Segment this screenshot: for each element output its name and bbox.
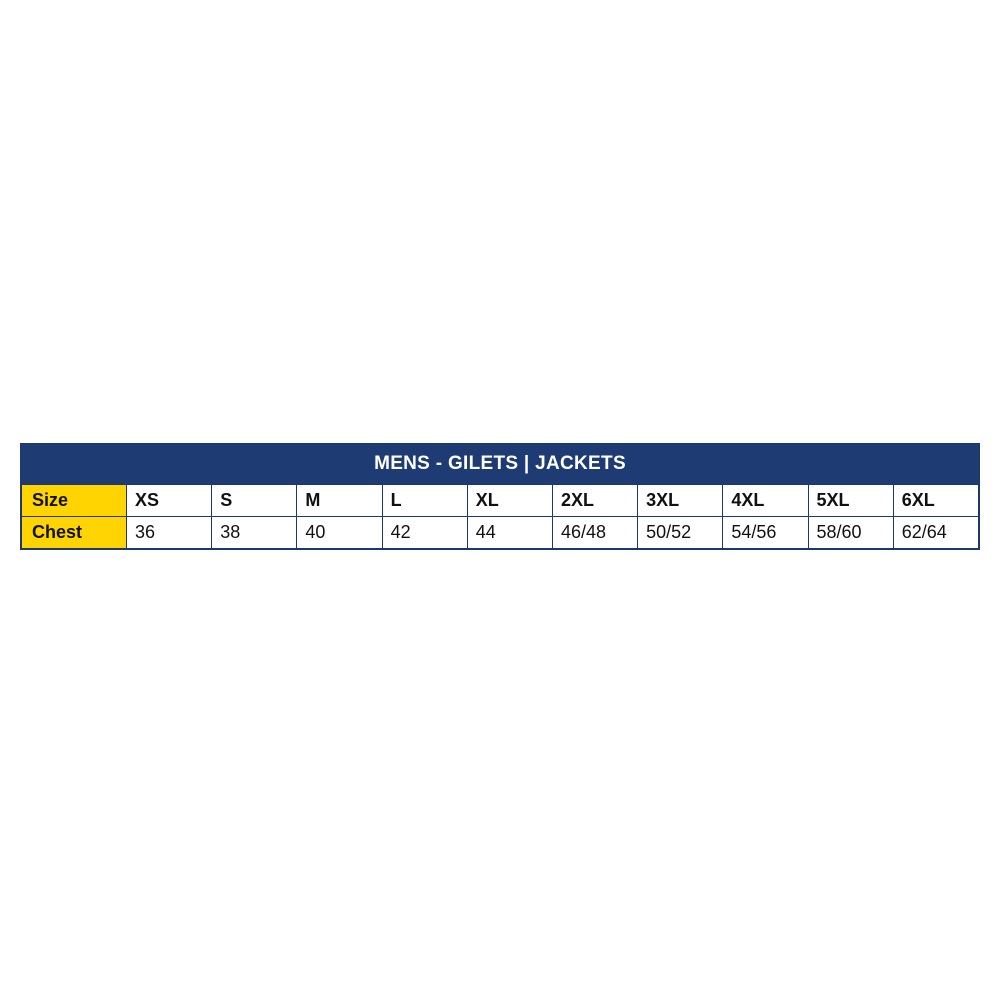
chest-cell-m: 40 bbox=[297, 517, 382, 549]
size-cell-5xl: 5XL bbox=[808, 485, 893, 517]
size-chart-table bbox=[21, 484, 979, 549]
size-cell-l: L bbox=[382, 485, 467, 517]
chest-cell-l: 42 bbox=[382, 517, 467, 549]
size-cell-6xl: 6XL bbox=[893, 485, 978, 517]
row-label-chest: Chest bbox=[22, 517, 127, 549]
size-cell-2xl: 2XL bbox=[552, 485, 637, 517]
size-cell-xl: XL bbox=[467, 485, 552, 517]
chest-cell-3xl: 50/52 bbox=[638, 517, 723, 549]
size-cell-3xl: 3XL bbox=[638, 485, 723, 517]
table-row bbox=[22, 517, 979, 549]
chart-title: MENS - GILETS | JACKETS bbox=[21, 444, 979, 484]
row-label-size: Size bbox=[22, 485, 127, 517]
chest-cell-5xl: 58/60 bbox=[808, 517, 893, 549]
chest-cell-6xl: 62/64 bbox=[893, 517, 978, 549]
chest-cell-xs: 36 bbox=[127, 517, 212, 549]
size-chart-card bbox=[20, 443, 980, 550]
chest-cell-2xl: 46/48 bbox=[552, 517, 637, 549]
size-cell-s: S bbox=[212, 485, 297, 517]
size-cell-4xl: 4XL bbox=[723, 485, 808, 517]
chest-cell-4xl: 54/56 bbox=[723, 517, 808, 549]
chest-cell-s: 38 bbox=[212, 517, 297, 549]
size-cell-xs: XS bbox=[127, 485, 212, 517]
size-cell-m: M bbox=[297, 485, 382, 517]
chest-cell-xl: 44 bbox=[467, 517, 552, 549]
table-row bbox=[22, 485, 979, 517]
